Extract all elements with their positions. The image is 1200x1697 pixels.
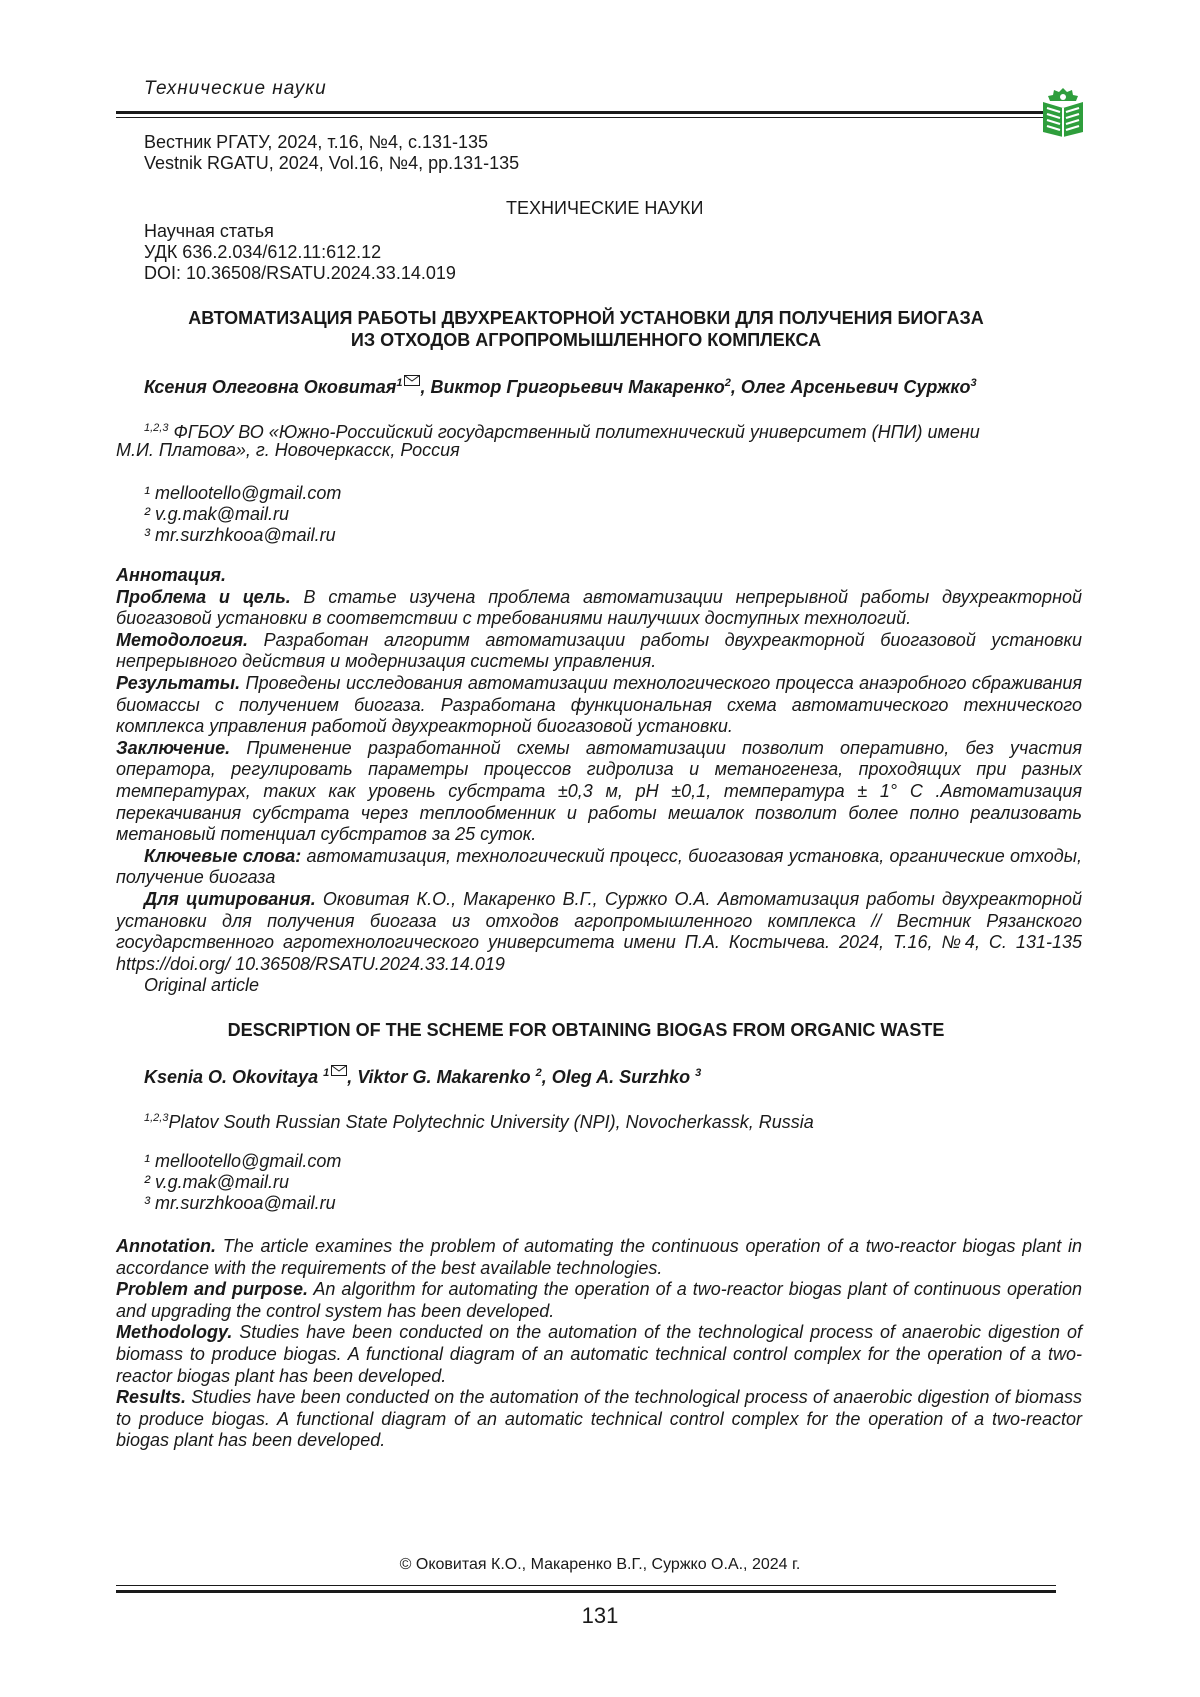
footer-rule-thin [116, 1585, 1056, 1586]
conclusion-text-ru: Применение разработанной схемы автоматизации позволит оперативно, без участия оператора, регулировать параметры процессов гидролиза и метаногенеза, проходящих при разных температурах, таких как уровень субстрата ±0,3 м, pH ±0,1, температура ± 1° С .Автоматизация перекачивания субстрата через теплообменник и работы мешалок позволит более полно реализовать метановый потенциал субстратов за 25 суток. [116, 737, 1082, 845]
abstract-ru-cite [116, 889, 1082, 975]
author-ru-3-sup: 3 [970, 377, 977, 389]
results-text-ru: Проведены исследования автоматизации технологического процесса анаэробного сбраживания биомассы с получением биогаза. Разработана функциональная схема автоматического технического комплекса управления работой двухреакторной биогазовой установки. [116, 672, 1082, 737]
author-ru-1-sup: 1 [396, 377, 403, 389]
doi-ru: DOI: 10.36508/RSATU.2024.33.14.019 [144, 263, 456, 283]
author-en-3-sup: 3 [695, 1067, 702, 1079]
journal-section-header: Технические науки [144, 78, 327, 99]
email-ru-3[interactable]: ³ mr.surzhkooa@mail.ru [144, 525, 336, 545]
annotation-text-en: The article examines the problem of automating the continuous operation of a two-reactor biogas plant in accordance with the requirements of the best available technologies. [116, 1236, 1082, 1278]
title-en: DESCRIPTION OF THE SCHEME FOR OBTAINING BIOGAS FROM ORGANIC WASTE [227, 1020, 945, 1040]
method-label-en: Methodology. [116, 1322, 233, 1343]
envelope-icon [404, 375, 420, 386]
envelope-icon [331, 1065, 347, 1076]
problem-text-ru: В статье изучена проблема автоматизации непрерывной работы двухреакторной биогазовой установки в соответствии с требованиями наилучших доступных технологий. [116, 586, 1082, 629]
keywords-text-ru: автоматизация, технологический процесс, биогазовая установка, органические отходы, получение биогаза [116, 845, 1082, 888]
abstract-en-problem [116, 1279, 1082, 1322]
keywords-label-ru: Ключевые слова: [144, 845, 302, 866]
cite-label-ru: Для цитирования. [144, 888, 316, 909]
method-label-ru: Методология. [116, 629, 249, 650]
email-en-2[interactable]: ² v.g.mak@mail.ru [144, 1172, 289, 1192]
email-ru-2[interactable]: ² v.g.mak@mail.ru [144, 504, 289, 524]
book-gear-logo-icon [1040, 86, 1086, 138]
udk-code: УДК 636.2.034/612.11:612.12 [144, 242, 382, 262]
citation-ru: Вестник РГАТУ, 2024, т.16, №4, с.131-135 [144, 132, 489, 152]
problem-text-en: An algorithm for automating the operation of a two-reactor biogas plant of continuous operation and upgrading the control system has been developed. [116, 1279, 1083, 1321]
affiliation-en-sup: 1,2,3 [144, 1112, 169, 1124]
results-text-en: Studies have been conducted on the automation of the technological process of anaerobic digestion of biomass to produce biogas. A functional diagram of an automatic technical control complex for the operation of a two-reactor biogas plant has been developed. [116, 1387, 1082, 1451]
author-ru-2: , Виктор Григорьевич Макаренко [420, 377, 725, 397]
header-rule-thin [116, 117, 1056, 118]
footer-rule-thick [116, 1590, 1056, 1593]
author-en-1-sup: 1 [323, 1067, 330, 1079]
affiliation-ru-sup: 1,2,3 [144, 422, 169, 434]
author-en-3: , Oleg A. Surzhko [541, 1067, 696, 1087]
affiliation-en-text: Platov South Russian State Polytechnic University (NPI), Novocherkassk, Russia [168, 1112, 814, 1132]
abstract-ru-keywords [116, 846, 1082, 889]
copyright: © Оковитая К.О., Макаренко В.Г., Суржко О.А., 2024 г. [399, 1556, 801, 1573]
method-text-ru: Разработан алгоритм автоматизации работы двухреакторной биогазовой установки непрерывного действия и модернизация системы управления. [116, 629, 1082, 672]
author-en-2-sup: 2 [535, 1067, 542, 1079]
email-ru-1[interactable]: ¹ mellootello@gmail.com [144, 483, 342, 503]
abstract-ru-results [116, 673, 1082, 738]
author-ru-1: Ксения Олеговна Оковитая [144, 377, 397, 397]
annotation-label-en: Annotation. [116, 1236, 216, 1256]
email-en-3[interactable]: ³ mr.surzhkooa@mail.ru [144, 1193, 336, 1213]
original-article-label: Original article [144, 975, 260, 995]
affiliation-ru-text1: ФГБОУ ВО «Южно-Российский государственный политехнический университет (НПИ) имени [168, 422, 980, 442]
results-label-ru: Результаты. [116, 672, 241, 693]
problem-label-ru: Проблема и цель. [116, 586, 291, 607]
abstract-ru [116, 565, 1082, 975]
abstract-ru-heading: Аннотация. [116, 565, 226, 585]
section-caps: ТЕХНИЧЕСКИЕ НАУКИ [506, 198, 704, 218]
header-rule-thick [116, 111, 1056, 114]
page-number: 131 [581, 1603, 619, 1628]
title-ru-line1: АВТОМАТИЗАЦИЯ РАБОТЫ ДВУХРЕАКТОРНОЙ УСТАНОВКИ ДЛЯ ПОЛУЧЕНИЯ БИОГАЗА [188, 308, 984, 328]
authors-en [144, 1063, 701, 1088]
abstract-en-results [116, 1387, 1082, 1452]
abstract-ru-problem [116, 587, 1082, 630]
author-en-1: Ksenia O. Okovitaya [144, 1067, 324, 1087]
method-text-en: Studies have been conducted on the automation of the technological process of anaerobic digestion of biomass to produce biogas. A functional diagram of an automatic technical control complex for the operation of a two-reactor biogas plant has been developed. [116, 1322, 1082, 1386]
abstract-ru-conclusion [116, 738, 1082, 846]
results-label-en: Results. [116, 1387, 187, 1408]
abstract-en-method [116, 1322, 1082, 1387]
authors-ru [144, 373, 977, 398]
citation-en: Vestnik RGATU, 2024, Vol.16, №4, pp.131-135 [144, 153, 520, 173]
abstract-en-annotation [116, 1236, 1082, 1279]
author-ru-3: , Олег Арсеньевич Суржко [730, 377, 971, 397]
author-ru-2-sup: 2 [724, 377, 731, 389]
problem-label-en: Problem and purpose. [116, 1279, 309, 1300]
title-ru-line2: ИЗ ОТХОДОВ АГРОПРОМЫШЛЕННОГО КОМПЛЕКСА [350, 330, 822, 350]
cite-text-ru: Оковитая К.О., Макаренко В.Г., Суржко О.А. Автоматизация работы двухреакторной установки для получения биогаза из отходов агропромышленного комплекса // Вестник Рязанского государственного агротехнологического университета имени П.А. Костычева. 2024, Т.16, №4, С. 131-135 https://doi.org/ 10.36508/RSATU.2024.33.14.019 [116, 888, 1083, 974]
abstract-en [116, 1236, 1082, 1452]
affiliation-ru-line2: М.И. Платова», г. Новочеркасск, Россия [116, 440, 460, 460]
article-type-ru: Научная статья [144, 221, 274, 241]
conclusion-label-ru: Заключение. [116, 737, 231, 758]
affiliation-en [144, 1108, 814, 1133]
email-en-1[interactable]: ¹ mellootello@gmail.com [144, 1151, 342, 1171]
author-en-2: , Viktor G. Makarenko [347, 1067, 536, 1087]
abstract-ru-method [116, 630, 1082, 673]
